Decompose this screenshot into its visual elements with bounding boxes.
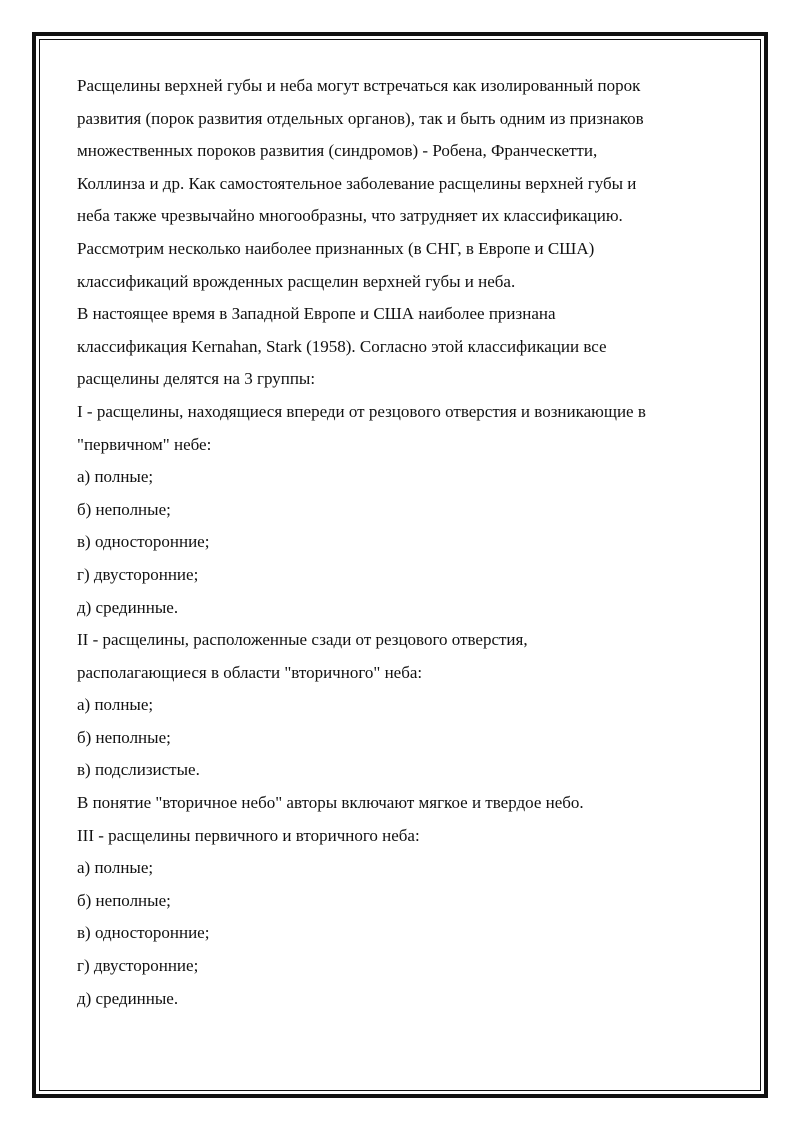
list-item: в) подслизистые. [77, 760, 200, 780]
document-body [77, 70, 727, 1015]
list-item: а) полные; [77, 467, 154, 487]
list-item: в) односторонние; [77, 923, 210, 943]
list-item: б) неполные; [77, 727, 171, 747]
list-item: г) двусторонние; [77, 956, 199, 976]
group-heading-3: III - расщелины первичного и вторичного неба: [77, 825, 420, 845]
text-line: классификаций врожденных расщелин верхней губы и неба. [77, 271, 516, 291]
list-item: в) односторонние; [77, 532, 210, 552]
list-item: г) двусторонние; [77, 564, 199, 584]
text-line: множественных пороков развития (синдромов) - Робена, Франческетти, [77, 141, 598, 161]
text-line: располагающиеся в области "вторичного" неба: [77, 662, 423, 682]
text-line: классификация Kernahan, Stark (1958). Согласно этой классификации все [77, 336, 607, 356]
text-line: "первичном" небе: [77, 434, 212, 454]
list-item: а) полные; [77, 695, 154, 715]
text-line: расщелины делятся на 3 группы: [77, 369, 316, 389]
list-item: а) полные; [77, 858, 154, 878]
group-heading-1: I - расщелины, находящиеся впереди от резцового отверстия и возникающие в [77, 401, 646, 421]
text-line: развития (порок развития отдельных органов), так и быть одним из признаков [77, 108, 644, 128]
text-line: неба также чрезвычайно многообразны, что затрудняет их классификацию. [77, 206, 623, 226]
text-line: Рассмотрим несколько наиболее признанных (в СНГ, в Европе и США) [77, 238, 595, 258]
text-line: В понятие "вторичное небо" авторы включают мягкое и твердое небо. [77, 793, 584, 813]
text-line: В настоящее время в Западной Европе и США наиболее признана [77, 304, 556, 324]
list-item: б) неполные; [77, 499, 171, 519]
list-item: д) срединные. [77, 597, 179, 617]
list-item: б) неполные; [77, 890, 171, 910]
list-item: д) срединные. [77, 988, 179, 1008]
group-heading-2: II - расщелины, расположенные сзади от резцового отверстия, [77, 630, 528, 650]
text-line: Расщелины верхней губы и неба могут встречаться как изолированный порок [77, 76, 641, 95]
text-line: Коллинза и др. Как самостоятельное заболевание расщелины верхней губы и [77, 173, 637, 193]
